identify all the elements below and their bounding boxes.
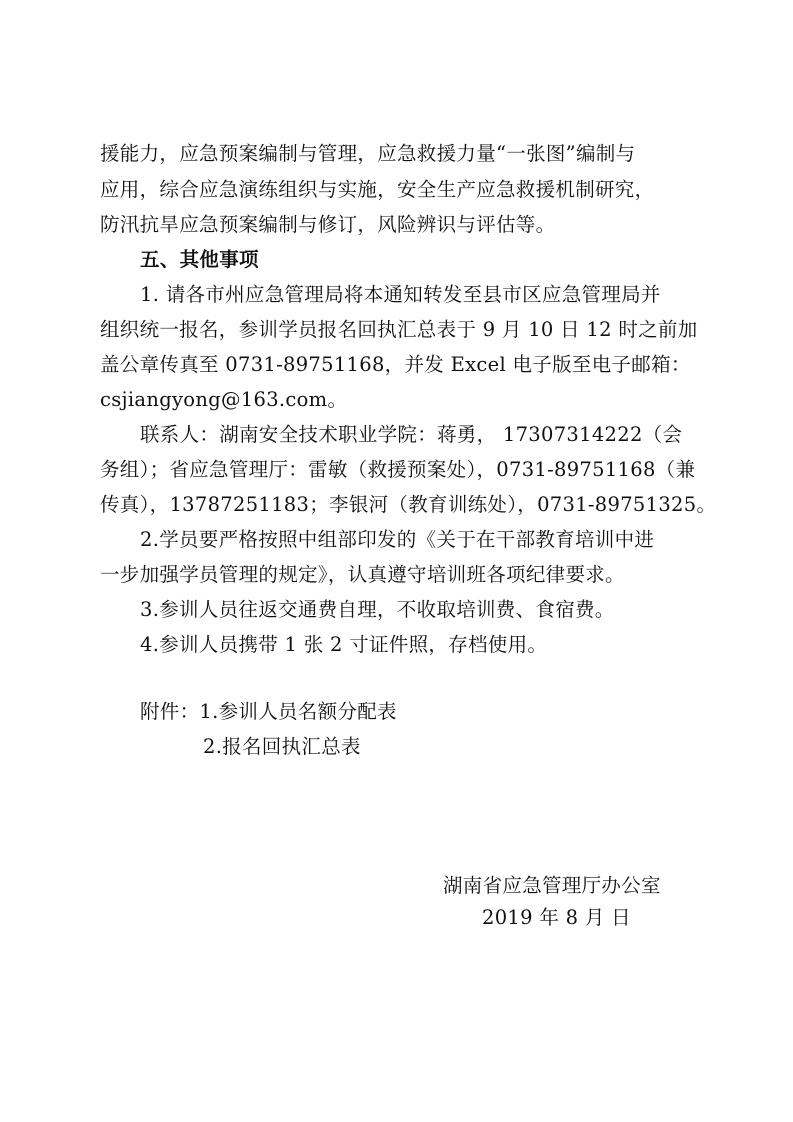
item-2-line: 一步加强学员管理的规定》，认真遵守培训班各项纪律要求。 — [100, 563, 625, 586]
contacts-line: 务组）；省应急管理厅：雷敏（救援预案处），0731-89751168（兼 — [100, 458, 696, 481]
item-3-line: 3.参训人员往返交通费自理，不收取培训费、食宿费。 — [140, 598, 615, 621]
attachment-line-1: 附件：1.参训人员名额分配表 — [140, 700, 397, 723]
signature-organization: 湖南省应急管理厅办公室 — [443, 874, 661, 897]
contacts-line: 联系人：湖南安全技术职业学院：蒋勇， 17307314222（会 — [140, 423, 683, 446]
item-1-line: 盖公章传真至 0731-89751168，并发 Excel 电子版至电子邮箱： — [100, 353, 691, 376]
section-heading: 五、其他事项 — [140, 248, 259, 271]
paragraph-line: 援能力，应急预案编制与管理，应急救援力量“一张图”编制与 — [100, 142, 636, 165]
item-2-line: 2.学员要严格按照中组部印发的《关于在干部教育培训中进 — [140, 528, 655, 551]
paragraph-line: 防汛抗旱应急预案编制与修订，风险辨识与评估等。 — [100, 213, 556, 236]
contacts-line: 传真），13787251183；李银河（教育训练处），0731-89751325。 — [100, 493, 717, 516]
email-address: csjiangyong@163.com。 — [100, 388, 348, 411]
paragraph-line: 应用，综合应急演练组织与实施，安全生产应急救援机制研究， — [100, 178, 655, 201]
attachment-line-2: 2.报名回执汇总表 — [203, 735, 361, 758]
signature-date: 2019 年 8 月 日 — [482, 906, 631, 929]
item-1-line: 组织统一报名，参训学员报名回执汇总表于 9 月 10 日 12 时之前加 — [100, 318, 698, 341]
item-4-line: 4.参训人员携带 1 张 2 寸证件照，存档使用。 — [140, 633, 548, 656]
item-1-line: 1. 请各市州应急管理局将本通知转发至县市区应急管理局并 — [140, 283, 661, 306]
